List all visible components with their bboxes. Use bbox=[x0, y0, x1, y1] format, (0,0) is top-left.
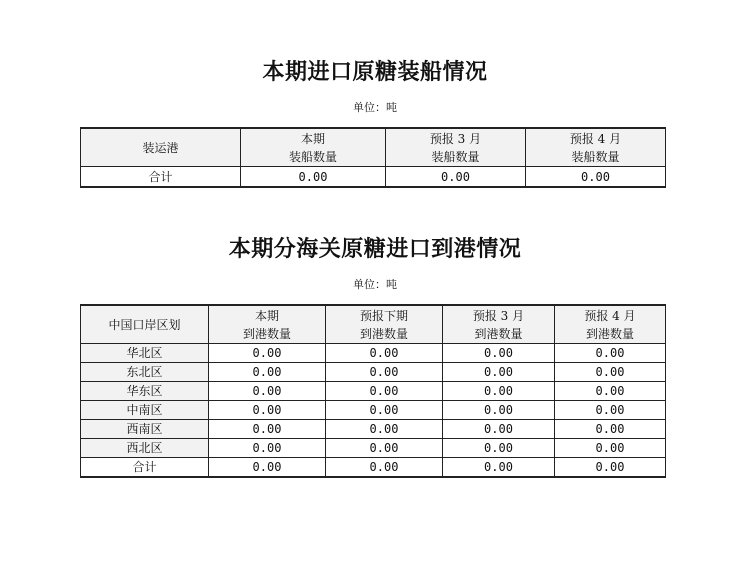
table-row bbox=[81, 344, 666, 363]
cell-value: 0.00 bbox=[443, 382, 555, 401]
cell-value: 0.00 bbox=[209, 344, 326, 363]
header-current-period: 本期 装船数量 bbox=[241, 128, 386, 167]
header-forecast-next-period: 预报下期 到港数量 bbox=[326, 305, 443, 344]
header-current-period: 本期 到港数量 bbox=[209, 305, 326, 344]
cell-value: 0.00 bbox=[555, 382, 666, 401]
cell-value: 0.00 bbox=[555, 344, 666, 363]
cell-value: 0.00 bbox=[209, 458, 326, 478]
cell-value: 0.00 bbox=[555, 458, 666, 478]
table-row bbox=[81, 382, 666, 401]
shipment-table bbox=[80, 127, 666, 188]
row-label: 华东区 bbox=[81, 382, 209, 401]
cell-value: 0.00 bbox=[209, 363, 326, 382]
header-forecast-april: 预报 4 月 装船数量 bbox=[526, 128, 666, 167]
arrival-header-row bbox=[81, 305, 666, 344]
table-row bbox=[81, 420, 666, 439]
shipment-unit: 单位：吨 bbox=[353, 101, 397, 114]
cell-value: 0.00 bbox=[326, 382, 443, 401]
cell-value: 0.00 bbox=[443, 420, 555, 439]
table-row bbox=[81, 458, 666, 478]
cell-value: 0.00 bbox=[209, 401, 326, 420]
table-row bbox=[81, 363, 666, 382]
cell-value: 0.00 bbox=[443, 401, 555, 420]
cell-value: 0.00 bbox=[209, 382, 326, 401]
row-label: 合计 bbox=[81, 167, 241, 188]
row-label: 西北区 bbox=[81, 439, 209, 458]
header-region: 中国口岸区划 bbox=[81, 305, 209, 344]
header-forecast-march: 预报 3 月 到港数量 bbox=[443, 305, 555, 344]
cell-value: 0.00 bbox=[326, 420, 443, 439]
cell-value: 0.00 bbox=[443, 458, 555, 478]
cell-value: 0.00 bbox=[326, 401, 443, 420]
table-row bbox=[81, 439, 666, 458]
cell-value: 0.00 bbox=[386, 167, 526, 188]
cell-value: 0.00 bbox=[443, 439, 555, 458]
cell-value: 0.00 bbox=[555, 439, 666, 458]
cell-value: 0.00 bbox=[326, 363, 443, 382]
cell-value: 0.00 bbox=[555, 420, 666, 439]
header-forecast-april: 预报 4 月 到港数量 bbox=[555, 305, 666, 344]
shipment-title: 本期进口原糖装船情况 bbox=[262, 60, 488, 85]
row-label: 合计 bbox=[81, 458, 209, 478]
arrival-table bbox=[80, 304, 666, 478]
cell-value: 0.00 bbox=[209, 439, 326, 458]
table-row bbox=[81, 401, 666, 420]
header-forecast-march: 预报 3 月 装船数量 bbox=[386, 128, 526, 167]
header-port: 装运港 bbox=[81, 128, 241, 167]
cell-value: 0.00 bbox=[443, 344, 555, 363]
cell-value: 0.00 bbox=[326, 344, 443, 363]
arrival-title: 本期分海关原糖进口到港情况 bbox=[228, 237, 522, 262]
row-label: 中南区 bbox=[81, 401, 209, 420]
cell-value: 0.00 bbox=[443, 363, 555, 382]
table-row bbox=[81, 167, 666, 188]
arrival-unit: 单位：吨 bbox=[353, 278, 397, 291]
cell-value: 0.00 bbox=[526, 167, 666, 188]
row-label: 东北区 bbox=[81, 363, 209, 382]
cell-value: 0.00 bbox=[555, 363, 666, 382]
cell-value: 0.00 bbox=[326, 439, 443, 458]
cell-value: 0.00 bbox=[209, 420, 326, 439]
row-label: 西南区 bbox=[81, 420, 209, 439]
cell-value: 0.00 bbox=[241, 167, 386, 188]
cell-value: 0.00 bbox=[326, 458, 443, 478]
row-label: 华北区 bbox=[81, 344, 209, 363]
cell-value: 0.00 bbox=[555, 401, 666, 420]
shipment-header-row bbox=[81, 128, 666, 167]
